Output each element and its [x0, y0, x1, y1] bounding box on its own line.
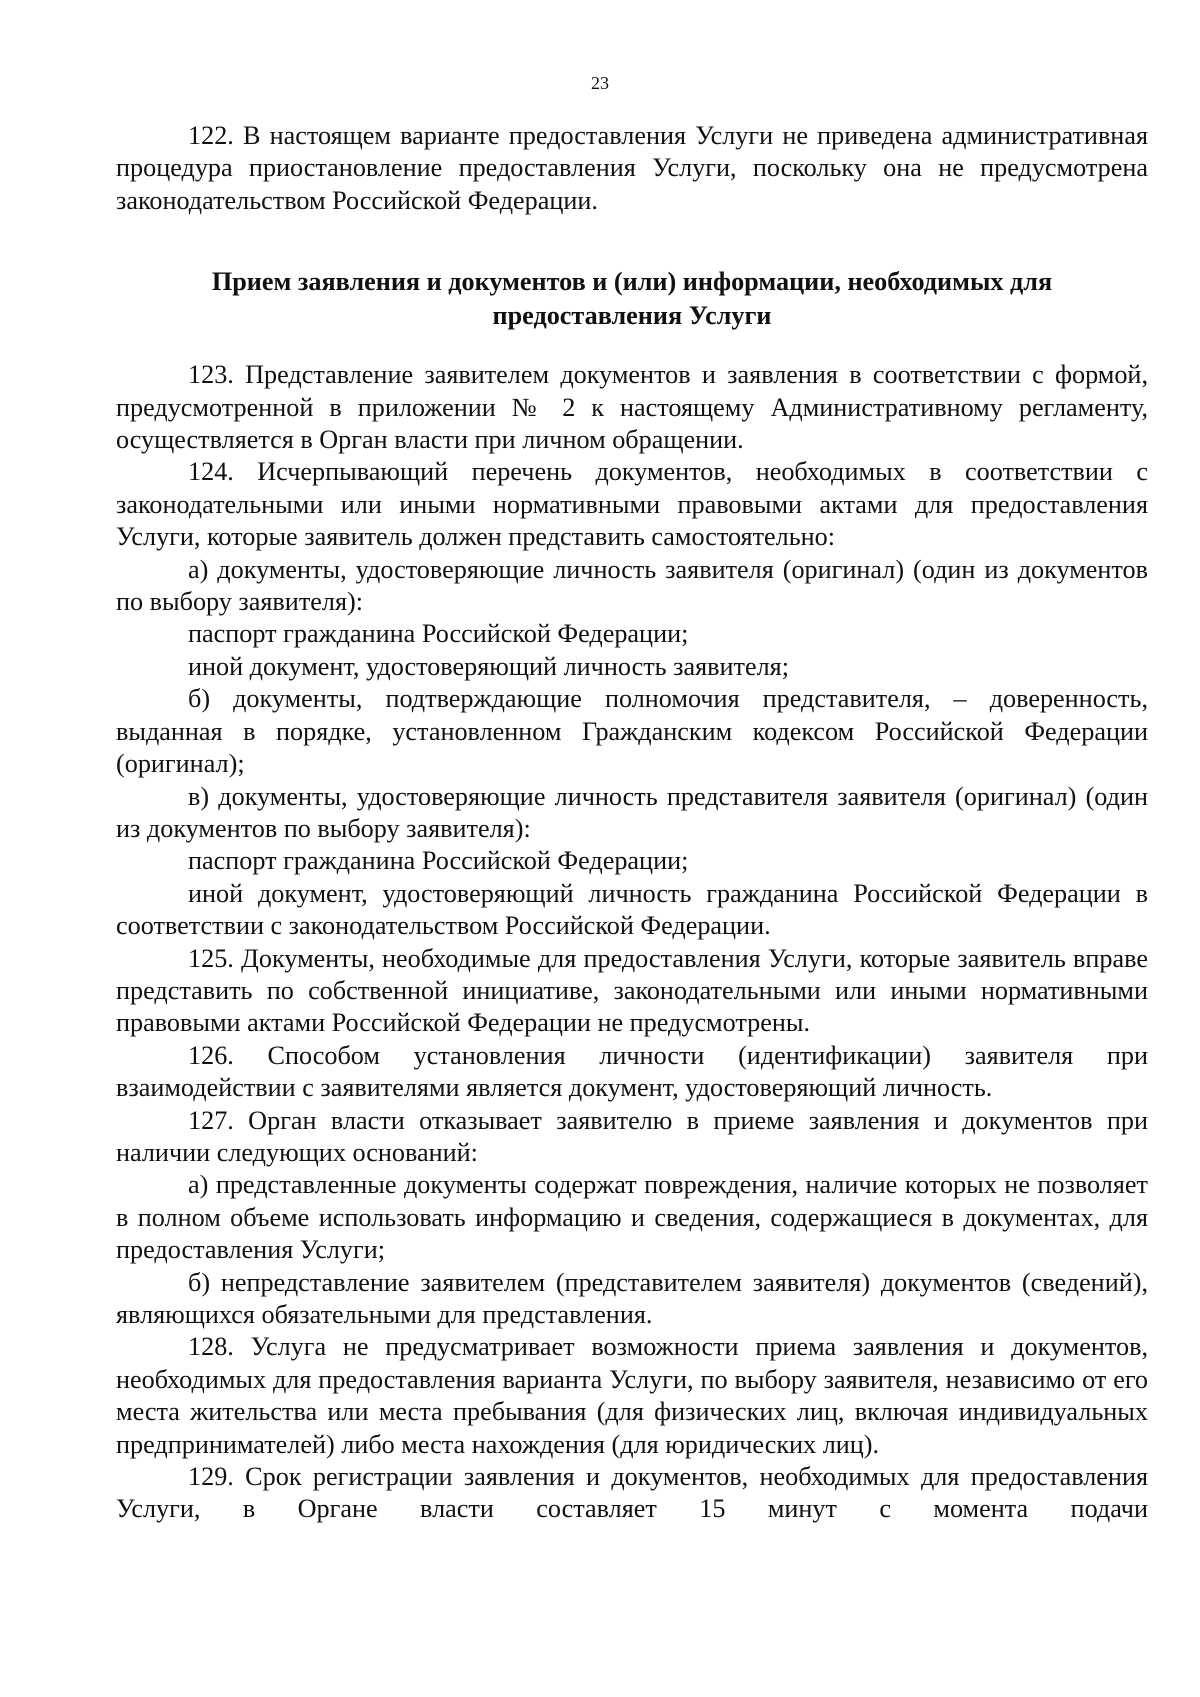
paragraph-124: 124. Исчерпывающий перечень документов, необходимых в соответствии с законодательными или иными нормативными правовыми актами для предоставления Услуги, которые заявитель должен представить самостоятельно: [116, 457, 1148, 552]
section-heading [116, 265, 1148, 333]
list-subitem-representative-other-document: иной документ, удостоверяющий личность гражданина Российской Федерации в соответствии с законодательством Российской Федерации. [116, 878, 1148, 941]
paragraph-127: 127. Орган власти отказывает заявителю в приеме заявления и документов при наличии следующих оснований: [116, 1105, 1148, 1167]
section-heading-line-1: Прием заявления и документов и (или) информации, необходимых для [211, 267, 1053, 297]
list-subitem-passport: паспорт гражданина Российской Федерации; [188, 619, 689, 649]
paragraph-126: 126. Способом установления личности (идентификации) заявителя при взаимодействии с заявителями является документ, удостоверяющий личность. [116, 1040, 1148, 1103]
list-item-124-a: а) документы, удостоверяющие личность заявителя (оригинал) (один из документов по выбору заявителя): [116, 554, 1148, 617]
list-item-124-b: б) документы, подтверждающие полномочия представителя, – доверенность, выданная в порядке, установленном Гражданским кодексом Российской Федерации (оригинал); [116, 684, 1148, 779]
paragraph-list [116, 359, 1148, 1526]
paragraph-129: 129. Срок регистрации заявления и документов, необходимых для предоставления Услуги, в Органе власти составляет 15 минут с момента подачи [116, 1462, 1148, 1524]
list-item-127-b: б) непредставление заявителем (представителем заявителя) документов (сведений), являющихся обязательными для представления. [116, 1267, 1148, 1329]
list-item-127-a: а) представленные документы содержат повреждения, наличие которых не позволяет в полном объеме использовать информацию и сведения, содержащиеся в документах, для предоставления Услуги; [116, 1170, 1148, 1265]
paragraph-122: 122. В настоящем варианте предоставления Услуги не приведена административная процедура приостановление предоставления Услуги, поскольку она не предусмотрена законодательством Российской Федерации. [116, 121, 1148, 215]
paragraph-128: 128. Услуга не предусматривает возможности приема заявления и документов, необходимых для предоставления варианта Услуги, по выбору заявителя, независимо от его места жительства или места пребывания (для физических лиц, включая индивидуальных предпринимателей) либо места нахождения (для юридических лиц). [116, 1332, 1148, 1459]
list-item-124-v: в) документы, удостоверяющие личность представителя заявителя (оригинал) (один из документов по выбору заявителя): [116, 781, 1148, 843]
document-body [116, 120, 1148, 1526]
section-heading-line-2: предоставления Услуги [492, 301, 772, 331]
paragraph-125: 125. Документы, необходимые для предоставления Услуги, которые заявитель вправе представить по собственной инициативе, законодательными или иными нормативными правовыми актами Российской Федерации не предусмотрены. [116, 943, 1148, 1038]
list-subitem-other-document: иной документ, удостоверяющий личность заявителя; [188, 651, 790, 681]
paragraph-123: 123. Представление заявителем документов и заявления в соответствии с формой, предусмотренной в приложении № 2 к настоящему Административному регламенту, осуществляется в Орган власти при личном обращении. [116, 360, 1148, 455]
page-number: 23 [591, 73, 609, 93]
list-subitem-representative-passport: паспорт гражданина Российской Федерации; [188, 846, 689, 876]
